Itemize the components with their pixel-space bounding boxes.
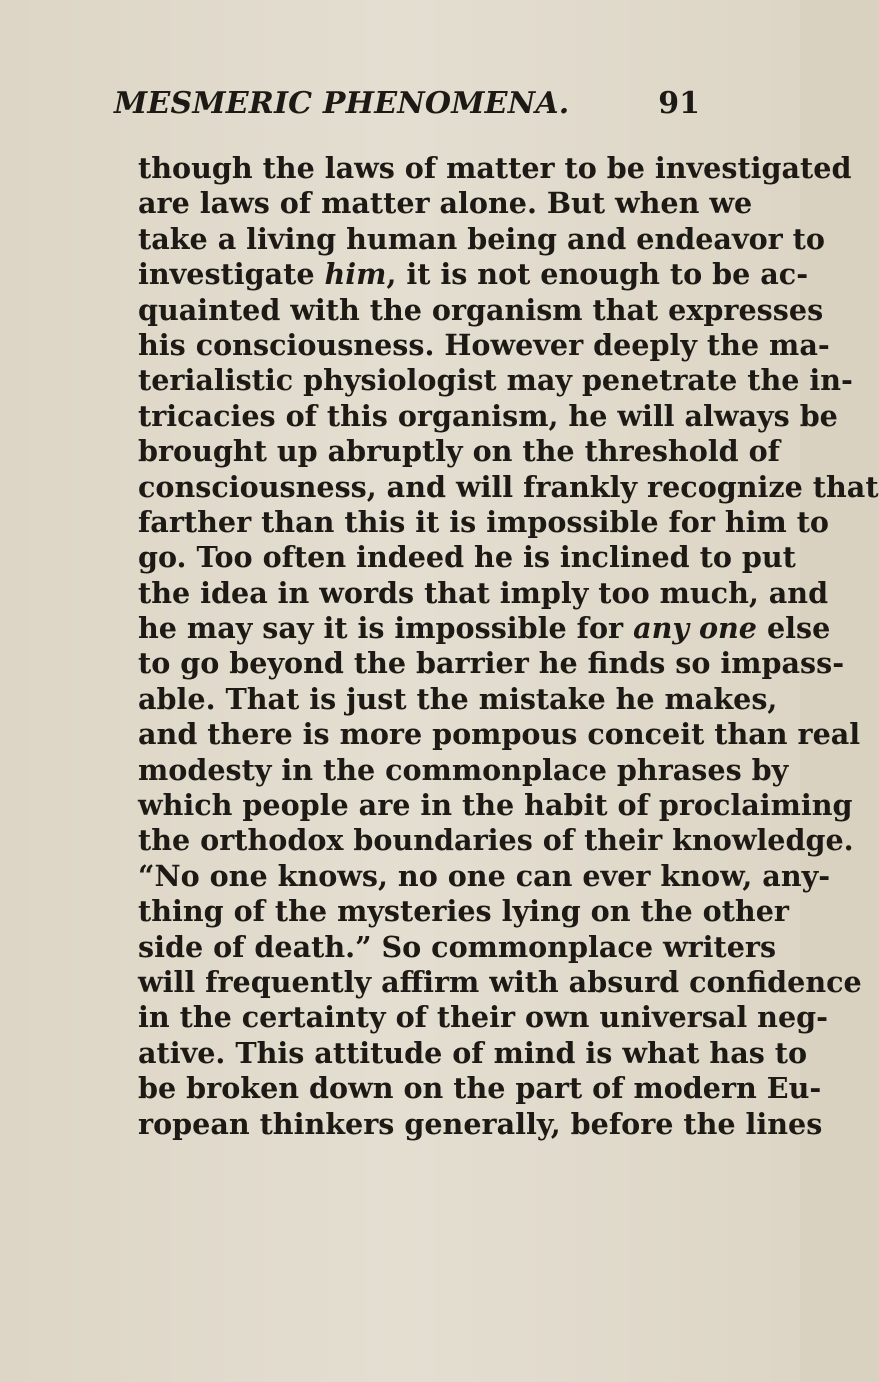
text-line: though the laws of matter to be investigated — [138, 151, 852, 185]
text-line — [138, 611, 831, 646]
text-line: go. Too often indeed he is inclined to put — [138, 540, 796, 575]
running-title: MESMERIC PHENOMENA. — [114, 86, 570, 121]
text-segment: he may say it is impossible for — [138, 611, 634, 646]
text-line: quainted with the organism that expresses — [138, 292, 824, 327]
text-line: which people are in the habit of proclaiming — [138, 788, 853, 823]
text-line: take a living human being and endeavor to — [138, 221, 825, 256]
text-line: his consciousness. However deeply the ma- — [138, 327, 830, 362]
text-line: modesty in the commonplace phrases by — [138, 752, 789, 787]
text-segment: investigate — [138, 257, 325, 292]
page-header — [114, 84, 700, 124]
text-line: in the certainty of their own universal neg- — [138, 1000, 829, 1035]
body-text — [138, 151, 879, 1142]
text-segment: else — [757, 611, 831, 646]
italic-emphasis: him — [324, 257, 387, 292]
text-line: tricacies of this organism, he will always be — [138, 398, 838, 433]
text-line: will frequently affirm with absurd confidence — [138, 964, 862, 999]
text-line: are laws of matter alone. But when we — [138, 186, 753, 221]
text-segment: , it is not enough to be ac- — [386, 257, 809, 292]
text-line: the idea in words that imply too much, and — [138, 575, 829, 610]
text-line: terialistic physiologist may penetrate the in- — [138, 363, 853, 398]
text-line: able. That is just the mistake he makes, — [138, 681, 778, 716]
text-line: farther than this it is impossible for him to — [138, 504, 829, 539]
text-line: side of death.” So commonplace writers — [138, 929, 777, 964]
text-line: to go beyond the barrier he finds so impass- — [138, 646, 845, 681]
italic-emphasis: any one — [633, 611, 758, 646]
text-line: ropean thinkers generally, before the lines — [138, 1106, 823, 1141]
text-line: the orthodox boundaries of their knowledge. — [138, 823, 854, 858]
text-line: thing of the mysteries lying on the other — [138, 894, 789, 929]
text-line: be broken down on the part of modern Eu- — [138, 1071, 822, 1106]
text-line: consciousness, and will frankly recognize that — [138, 469, 879, 504]
page-number: 91 — [658, 86, 700, 121]
text-line: and there is more pompous conceit than real — [138, 717, 861, 752]
text-line — [138, 257, 809, 292]
text-line: “No one knows, no one can ever know, any- — [138, 858, 831, 893]
text-line: brought up abruptly on the threshold of — [138, 434, 780, 469]
text-line: ative. This attitude of mind is what has to — [138, 1035, 808, 1070]
